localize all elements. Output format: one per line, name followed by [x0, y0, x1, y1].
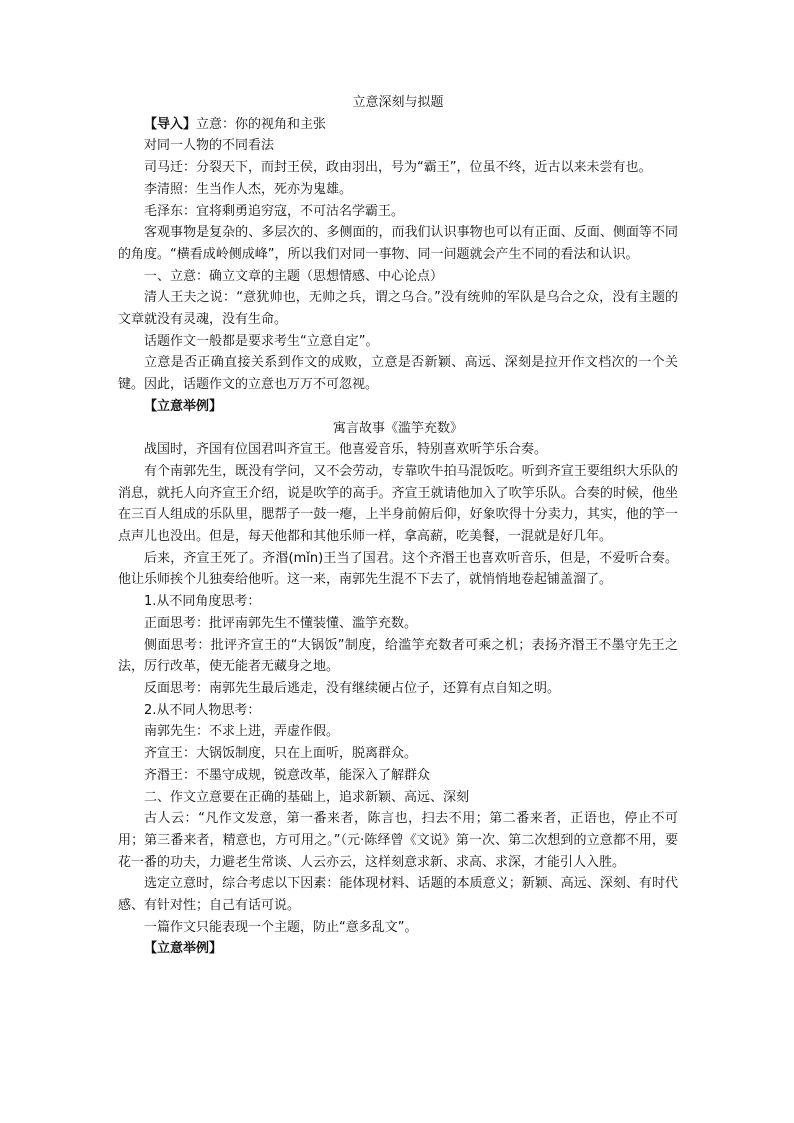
example-label-2: 【立意举例】 [144, 941, 223, 957]
angle-positive: 正面思考：批评南郭先生不懂装懂、滥竽充数。 [144, 615, 418, 631]
story-title: 寓言故事《滥竽充数》 [332, 420, 463, 436]
paragraph-importance: 立意是否正确直接关系到作文的成败，立意是否新颖、高远、深刻是拉开作文档次的一个关键。因此，话题作文的立意也万万不可忽视。 [118, 355, 678, 393]
angle-heading: 1.从不同角度思考： [144, 594, 261, 610]
view-heading: 对同一人物的不同看法 [144, 138, 275, 154]
quote-maozedong: 毛泽东：宜将剩勇追穷寇，不可沽名学霸王。 [144, 203, 405, 219]
person-heading: 2.从不同人物思考： [144, 702, 261, 718]
section-one-heading: 一、立意：确立文章的主题（思想情感、中心论点） [144, 268, 444, 284]
paragraph-objective: 客观事物是复杂的、多层次的、多侧面的，而我们认识事物也可以有正面、反面、侧面等不同的角度。“横看成岭侧成峰”，所以我们对同一事物、同一问题就会产生不同的看法和认识。 [118, 225, 678, 262]
story-paragraph-2: 有个南郭先生，既没有学问，又不会劳动，专靠吹牛拍马混饭吃。听到齐宣王要组织大乐队的消息，就托人向齐宣王介绍，说是吹竽的高手。齐宣王就请他加入了吹竽乐队。合奏的时候，他坐在三百人组成的乐队里，腮帮子一鼓一瘪，上半身前俯后仰，好象吹得十分卖力，其实，他的竽一点声儿也没出。但是，每天他都和其他乐师一样，拿高薪，吃美餐，一混就是好几年。 [118, 463, 678, 545]
person-qimin: 齐湣王：不墨守成规，锐意改革，能深入了解群众 [144, 767, 431, 783]
quote-liqingzhao: 李清照：生当作人杰，死亦为鬼雄。 [144, 181, 353, 197]
paragraph-topic: 话题作文一般都是要求考生“立意自定”。 [144, 333, 379, 349]
person-nanguo: 南郭先生：不求上进，弄虚作假。 [144, 724, 340, 740]
intro-line [118, 114, 678, 136]
document-title: 立意深刻与拟题 [352, 95, 444, 110]
person-qixuan: 齐宣王：大锅饭制度，只在上面听，脱离群众。 [144, 746, 418, 762]
angle-negative: 反面思考：南郭先生最后逃走，没有继续硬占位子，还算有点自知之明。 [144, 680, 561, 696]
story-paragraph-1: 战国时，齐国有位国君叫齐宣王。他喜爱音乐，特别喜欢听竽乐合奏。 [144, 442, 548, 458]
story-paragraph-3: 后来，齐宣王死了。齐湣(mǐn)王当了国君。这个齐湣王也喜欢听音乐，但是，不爱听合奏。他让乐师挨个儿独奏给他听。这一来，南郭先生混不下去了，就悄悄地卷起铺盖溜了。 [118, 550, 678, 588]
document-page [118, 92, 678, 960]
quote-simaqian: 司马迁：分裂天下，而封王侯，政由羽出，号为“霸王”，位虽不终，近古以来未尝有也。 [144, 160, 652, 176]
paragraph-factors: 选定立意时，综合考虑以下因素：能体现材料、话题的本质意义；新颖、高远、深刻、有时代感、有针对性；自己有话可说。 [118, 876, 678, 914]
section-two-heading: 二、作文立意要在正确的基础上，追求新颖、高远、深刻 [144, 789, 470, 805]
paragraph-one-theme: 一篇作文只能表现一个主题，防止“意多乱文”。 [144, 919, 418, 935]
angle-side: 侧面思考：批评齐宣王的“大锅饭”制度，给滥竽充数者可乘之机；表扬齐湣王不墨守先王之法，厉行改革，使无能者无藏身之地。 [118, 637, 678, 675]
intro-label: 【导入】 [144, 116, 197, 132]
quote-wangfuzhi: 清人王夫之说：“意犹帅也，无帅之兵，谓之乌合。”没有统帅的军队是乌合之众，没有主题的文章就没有灵魂，没有生命。 [118, 290, 678, 328]
example-label: 【立意举例】 [144, 398, 223, 414]
intro-text: 立意：你的视角和主张 [196, 116, 327, 132]
quote-ancient: 古人云：“凡作文发意，第一番来者，陈言也，扫去不用；第二番来者，正语也，停止不可用；第三番来者，精意也，方可用之。”（元·陈绎曾《文说》第一次、第二次想到的立意都不用，要花一番的功夫，力避老生常谈、人云亦云，这样刻意求新、求高、求深，才能引人入胜。 [118, 811, 678, 870]
